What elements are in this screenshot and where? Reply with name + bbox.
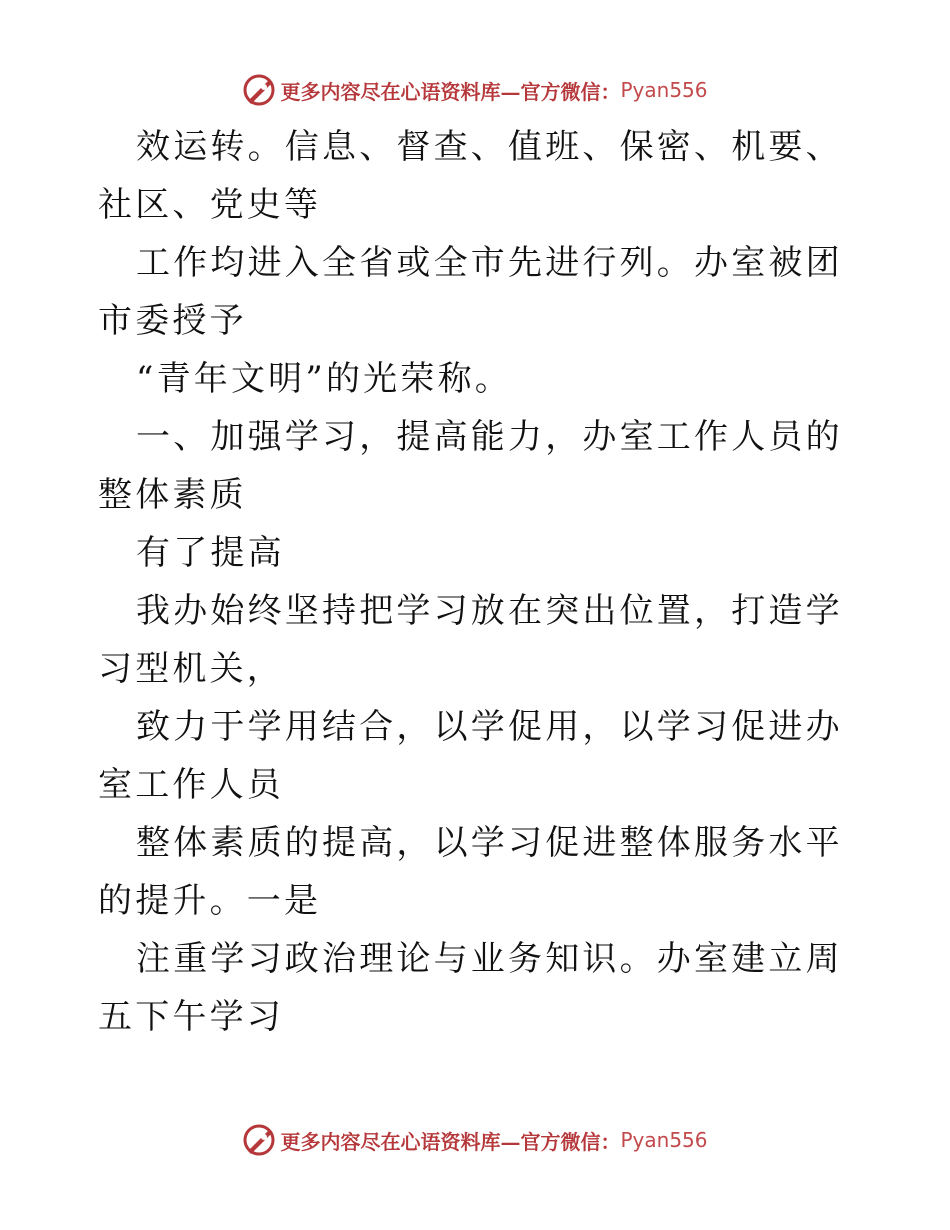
paragraph: 我办始终坚持把学习放在突出位置，打造学习型机关， bbox=[98, 591, 843, 689]
banner-text: 更多内容尽在心语资料库—官方微信： bbox=[280, 1129, 621, 1154]
paragraph: 工作均进入全省或全市先进行列。办室被团市委授予 bbox=[98, 243, 843, 341]
paragraph: 注重学习政治理论与业务知识。办室建立周五下午学习 bbox=[98, 939, 843, 1037]
paragraph: 一、加强学习，提高能力，办室工作人员的整体素质 bbox=[98, 417, 843, 515]
paragraph: 致力于学用结合，以学促用，以学习促进办室工作人员 bbox=[98, 707, 843, 805]
paragraph: 效运转。信息、督查、值班、保密、机要、社区、党史等 bbox=[98, 127, 843, 225]
pen-logo-icon bbox=[242, 73, 276, 107]
paragraph: “青年文明”的光荣称。 bbox=[136, 359, 512, 399]
pen-logo-icon bbox=[242, 1123, 276, 1157]
banner-wechat-id: Pyan556 bbox=[620, 1128, 708, 1152]
header-watermark bbox=[0, 70, 950, 110]
banner-text: 更多内容尽在心语资料库—官方微信： bbox=[280, 79, 621, 104]
paragraph: 整体素质的提高，以学习促进整体服务水平的提升。一是 bbox=[98, 823, 843, 921]
footer-watermark bbox=[0, 1120, 950, 1160]
banner-wechat-id: Pyan556 bbox=[620, 78, 708, 102]
document-body bbox=[98, 118, 858, 1046]
paragraph: 有了提高 bbox=[136, 533, 285, 573]
